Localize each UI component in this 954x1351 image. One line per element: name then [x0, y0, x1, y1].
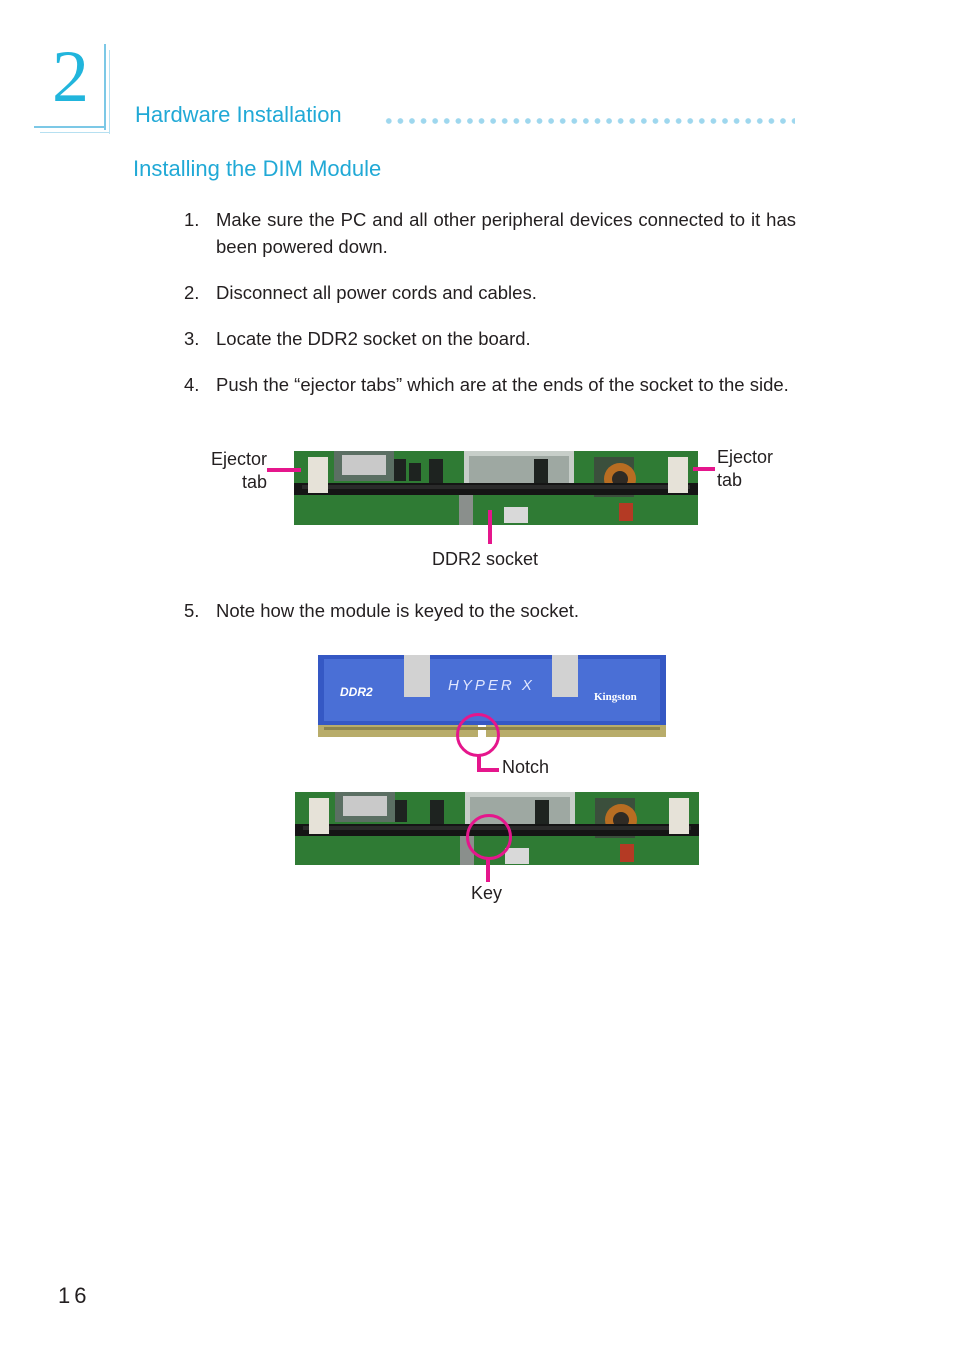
label-line: tab — [241, 472, 267, 492]
callout-line — [488, 510, 492, 544]
label-line: tab — [717, 470, 743, 490]
callout-line — [477, 768, 499, 772]
step-number: 4. — [184, 374, 200, 395]
socket-photo — [294, 451, 698, 525]
page-subtitle: Installing the DIM Module — [133, 156, 382, 181]
list-item — [184, 206, 796, 260]
step-text: Disconnect all power cords and cables. — [216, 282, 537, 303]
module-brand-hyperx: HYPER X — [448, 677, 535, 694]
list-item — [184, 371, 796, 398]
list-item — [184, 279, 796, 306]
step-number: 1. — [184, 209, 200, 230]
chapter-rule — [34, 126, 106, 128]
ejector-tab-right-label — [717, 446, 773, 492]
callout-line — [693, 467, 715, 471]
label-line: Ejector — [210, 449, 267, 469]
step-text: Push the “ejector tabs” which are at the ends of the socket to the side. — [216, 374, 789, 395]
step-text: Locate the DDR2 socket on the board. — [216, 328, 531, 349]
chapter-rule — [104, 44, 106, 130]
step-text: Make sure the PC and all other peripheral devices connected to it has been powered down. — [216, 209, 796, 257]
step-number: 3. — [184, 328, 200, 349]
callout-line — [267, 468, 301, 472]
step-number: 5. — [184, 600, 200, 621]
chapter-rule — [109, 50, 110, 134]
key-label: Key — [471, 883, 503, 903]
step-number: 2. — [184, 282, 200, 303]
socket-illustration — [294, 451, 698, 525]
list-item — [184, 597, 796, 624]
module-brand-kingston: Kingston — [594, 691, 637, 703]
ddr2-socket-label: DDR2 socket — [432, 549, 539, 569]
label-line: Ejector — [717, 447, 774, 467]
notch-highlight — [456, 713, 500, 757]
key-highlight — [466, 814, 512, 860]
step-text: Note how the module is keyed to the socket. — [216, 600, 580, 621]
chapter-rule — [40, 132, 110, 133]
list-item — [184, 325, 796, 352]
ejector-tab-left-label — [209, 448, 267, 494]
notch-label: Notch — [502, 757, 550, 777]
header-dot-rule — [383, 117, 795, 125]
callout-line — [486, 858, 490, 882]
section-title: Hardware Installation — [135, 102, 342, 127]
chapter-number: 2 — [52, 36, 89, 118]
module-brand-ddr2: DDR2 — [340, 685, 373, 699]
page-number: 16 — [58, 1283, 91, 1308]
